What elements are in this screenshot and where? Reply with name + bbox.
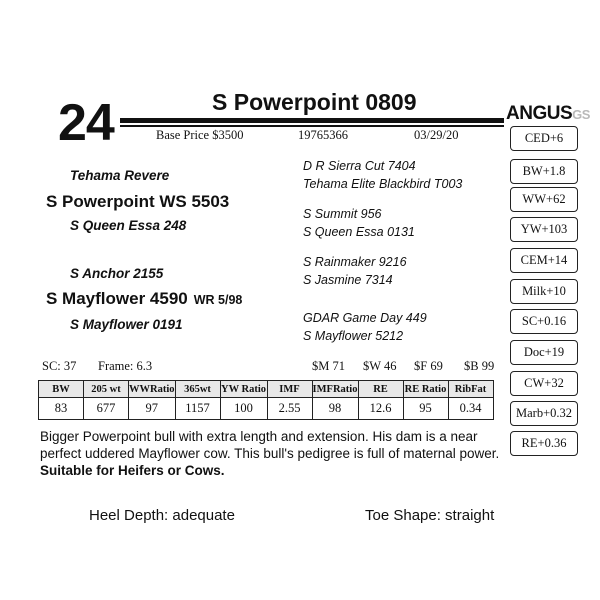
dam-name: S Mayflower 4590 xyxy=(46,289,188,308)
perf-value: 100 xyxy=(220,398,267,420)
perf-header: 365wt xyxy=(175,381,220,398)
breed-logo xyxy=(506,103,590,126)
epd-milk: Milk+10 xyxy=(510,279,578,304)
stat-w: $W 46 xyxy=(363,359,397,373)
perf-header: IMFRatio xyxy=(312,381,358,398)
description xyxy=(40,428,510,479)
stat-f: $F 69 xyxy=(414,359,443,373)
base-price: Base Price $3500 xyxy=(156,128,244,142)
description-text: Bigger Powerpoint bull with extra length and extension. His dam is a near perfect uddered Mayflower cow. This bull's pedigree is full of maternal power. xyxy=(40,429,500,461)
stat-sc: SC: 37 xyxy=(42,359,77,373)
birth-date: 03/29/20 xyxy=(414,128,459,142)
perf-value: 677 xyxy=(84,398,129,420)
description-highlight: Suitable for Heifers or Cows. xyxy=(40,463,225,478)
perf-header: BW xyxy=(39,381,84,398)
perf-value: 83 xyxy=(39,398,84,420)
registration-number: 19765366 xyxy=(298,128,348,142)
ggp-2: Tehama Elite Blackbird T003 xyxy=(303,177,463,191)
perf-value: 95 xyxy=(403,398,448,420)
performance-table xyxy=(38,380,494,420)
epd-cw: CW+32 xyxy=(510,371,578,396)
epd-sc: SC+0.16 xyxy=(510,309,578,334)
stat-b: $B 99 xyxy=(464,359,495,373)
perf-value: 12.6 xyxy=(358,398,403,420)
perf-header: RibFat xyxy=(448,381,493,398)
perf-header: IMF xyxy=(267,381,312,398)
ggp-7: GDAR Game Day 449 xyxy=(303,311,427,325)
epd-marb: Marb+0.32 xyxy=(510,401,578,426)
ggp-8: S Mayflower 5212 xyxy=(303,329,404,343)
dam-sire: S Anchor 2155 xyxy=(70,266,164,281)
ggp-3: S Summit 956 xyxy=(303,207,382,221)
dam-wr: WR 5/98 xyxy=(193,293,243,307)
sire-sire: Tehama Revere xyxy=(70,168,170,183)
title-rule xyxy=(120,118,504,123)
perf-value: 1157 xyxy=(175,398,220,420)
epd-ced: CED+6 xyxy=(510,126,578,151)
perf-value: 0.34 xyxy=(448,398,493,420)
sire-dam: S Queen Essa 248 xyxy=(70,218,187,233)
perf-header: RE Ratio xyxy=(403,381,448,398)
lot-number: 24 xyxy=(58,94,114,152)
dam xyxy=(46,289,242,310)
epd-ww: WW+62 xyxy=(510,187,578,212)
epd-bw: BW+1.8 xyxy=(510,159,578,184)
epd-yw: YW+103 xyxy=(510,217,578,242)
ggp-6: S Jasmine 7314 xyxy=(303,273,393,287)
performance-value-row xyxy=(39,398,494,420)
perf-header: RE xyxy=(358,381,403,398)
perf-value: 97 xyxy=(129,398,176,420)
toe-shape: Toe Shape: straight xyxy=(365,507,495,524)
epd-cem: CEM+14 xyxy=(510,248,578,273)
performance-header-row xyxy=(39,381,494,398)
perf-header: 205 wt xyxy=(84,381,129,398)
perf-header: WWRatio xyxy=(129,381,176,398)
perf-value: 98 xyxy=(312,398,358,420)
perf-header: YW Ratio xyxy=(220,381,267,398)
breed-logo-suffix: GS xyxy=(572,107,590,122)
stat-m: $M 71 xyxy=(312,359,345,373)
perf-value: 2.55 xyxy=(267,398,312,420)
epd-doc: Doc+19 xyxy=(510,340,578,365)
epd-re: RE+0.36 xyxy=(510,431,578,456)
ggp-5: S Rainmaker 9216 xyxy=(303,255,407,269)
sire: S Powerpoint WS 5503 xyxy=(46,192,230,211)
dam-dam: S Mayflower 0191 xyxy=(70,317,183,332)
heel-depth: Heel Depth: adequate xyxy=(89,507,235,524)
stat-frame: Frame: 6.3 xyxy=(98,359,153,373)
breed-logo-text: ANGUS xyxy=(506,103,573,124)
animal-title: S Powerpoint 0809 xyxy=(212,89,417,115)
ggp-1: D R Sierra Cut 7404 xyxy=(303,159,416,173)
ggp-4: S Queen Essa 0131 xyxy=(303,225,415,239)
